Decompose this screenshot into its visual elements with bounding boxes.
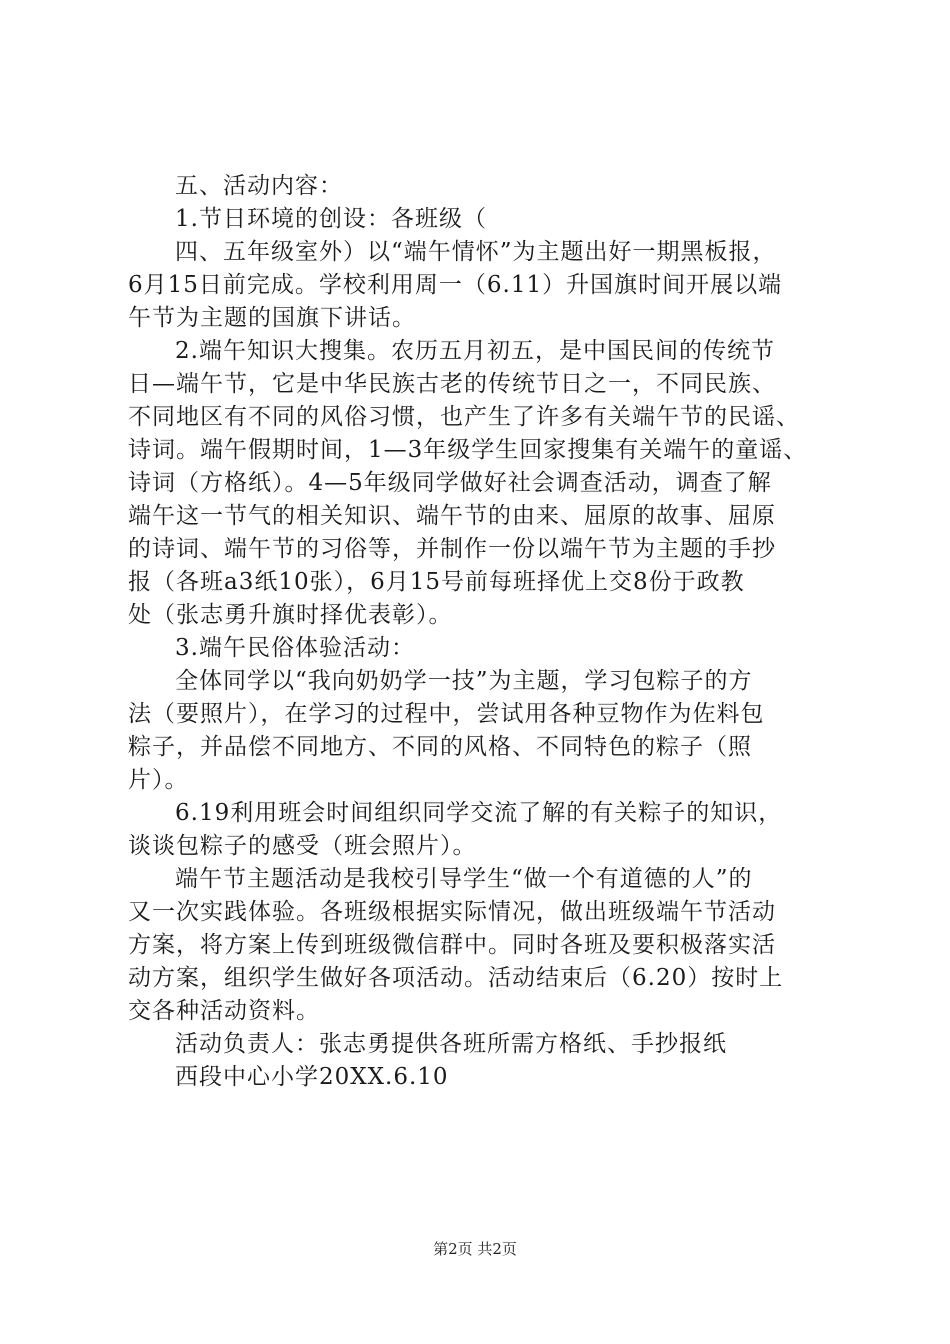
paragraph-line: 1.节日环境的创设：各班级（	[175, 206, 487, 232]
paragraph-line: 不同地区有不同的风俗习惯，也产生了许多有关端午节的民谣、	[128, 404, 800, 430]
paragraph-line: 动方案，组织学生做好各项活动。活动结束后（6.20）按时上	[128, 965, 784, 991]
paragraph-line: 报（各班a3纸10张），6月15号前每班择优上交8份于政教	[128, 569, 745, 595]
paragraph-line: 处（张志勇升旗时择优表彰）。	[128, 602, 453, 628]
paragraph-line: 四、五年级室外）以“端午情怀”为主题出好一期黑板报，	[175, 239, 777, 265]
paragraph-line: 3.端午民俗体验活动：	[175, 635, 415, 661]
paragraph-line: 法（要照片），在学习的过程中，尝试用各种豆物作为佐料包	[128, 701, 765, 727]
paragraph-line: 粽子，并品偿不同地方、不同的风格、不同特色的粽子（照	[128, 734, 752, 760]
paragraph-line: 2.端午知识大搜集。农历五月初五，是中国民间的传统节	[175, 338, 775, 364]
paragraph-line: 方案，将方案上传到班级微信群中。同时各班及要积极落实活	[128, 932, 776, 958]
paragraph-line: 全体同学以“我向奶奶学一技”为主题，学习包粽子的方	[175, 668, 753, 694]
responsible-person-line: 活动负责人：张志勇提供各班所需方格纸、手抄报纸	[175, 1031, 727, 1057]
page-footer: 第2页 共2页	[433, 1240, 517, 1258]
paragraph-line: 6.19利用班会时间组织同学交流了解的有关粽子的知识，	[175, 800, 783, 826]
paragraph-line: 端午这一节气的相关知识、端午节的由来、屈原的故事、屈原	[128, 503, 776, 529]
paragraph-line: 的诗词、端午节的习俗等，并制作一份以端午节为主题的手抄	[128, 536, 776, 562]
section-heading: 五、活动内容：	[175, 173, 343, 199]
paragraph-line: 6月15日前完成。学校利用周一（6.11）升国旗时间开展以端	[128, 272, 783, 298]
paragraph-line: 午节为主题的国旗下讲话。	[128, 305, 416, 331]
paragraph-line: 片）。	[128, 767, 189, 793]
document-body	[128, 170, 828, 1094]
paragraph-line: 又一次实践体验。各班级根据实际情况，做出班级端午节活动	[128, 899, 776, 925]
paragraph-line: 诗词（方格纸）。4—5年级同学做好社会调查活动，调查了解	[128, 470, 772, 496]
signature-date-line: 西段中心小学20XX.6.10	[175, 1064, 449, 1090]
paragraph-line: 端午节主题活动是我校引导学生“做一个有道德的人”的	[175, 866, 753, 892]
paragraph-line: 诗词。端午假期时间，1—3年级学生回家搜集有关端午的童谣、	[128, 437, 808, 463]
paragraph-line: 谈谈包粽子的感受（班会照片）。	[128, 833, 477, 859]
paragraph-line: 交各种活动资料。	[128, 998, 320, 1024]
paragraph-line: 日—端午节，它是中华民族古老的传统节日之一，不同民族、	[128, 371, 776, 397]
